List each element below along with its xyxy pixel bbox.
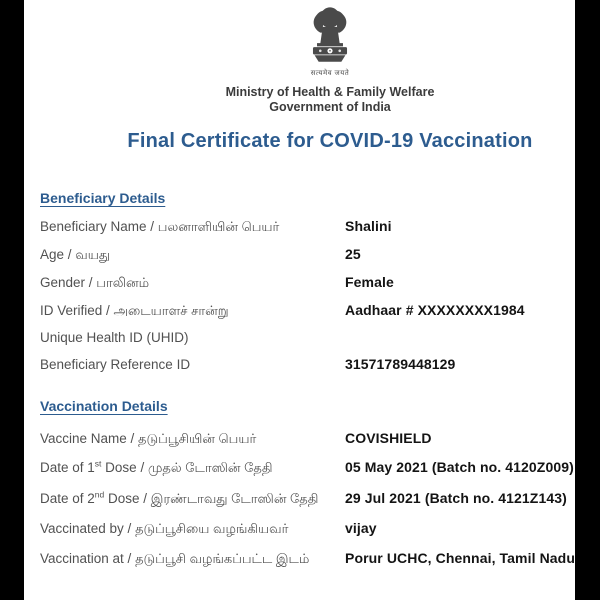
beneficiary-details-heading: Beneficiary Details: [40, 190, 166, 206]
vaccination-at-label: Vaccination at / தடுப்பூசி வழங்கப்பட்ட இடம்: [40, 551, 310, 566]
vaccination-at-value: Porur UCHC, Chennai, Tamil Nadu: [345, 550, 575, 566]
gender-label: Gender / பாலினம்: [40, 275, 150, 290]
beneficiary-name-label: Beneficiary Name / பலனாளியின் பெயர்: [40, 219, 280, 234]
row-beneficiary-name: [40, 218, 590, 238]
row-age: [40, 246, 590, 266]
row-gender: [40, 274, 590, 294]
age-value: 25: [345, 246, 361, 262]
id-verified-value: Aadhaar # XXXXXXXX1984: [345, 302, 525, 318]
date-of-first-dose-label: Date of 1st Dose / முதல் டோஸின் தேதி: [40, 458, 273, 475]
uhid-label: Unique Health ID (UHID): [40, 330, 189, 345]
letterbox-bar-right: [575, 0, 600, 600]
ashoka-emblem-icon: [304, 5, 356, 65]
vaccinated-by-label: Vaccinated by / தடுப்பூசியை வழங்கியவர்: [40, 521, 289, 536]
beneficiary-reference-id-value: 31571789448129: [345, 356, 456, 372]
row-date-of-second-dose: [40, 490, 590, 510]
vaccine-name-value: COVISHIELD: [345, 430, 432, 446]
date-of-second-dose-label: Date of 2nd Dose / இரண்டாவது டோஸின் தேதி: [40, 489, 319, 506]
row-vaccine-name: [40, 430, 590, 450]
certificate-title: Final Certificate for COVID-19 Vaccination: [127, 130, 533, 152]
row-uhid: [40, 329, 590, 349]
vaccinated-by-value: vijay: [345, 520, 377, 536]
government-name: Government of India: [269, 100, 391, 114]
letterbox-bar-left: [0, 0, 24, 600]
row-vaccination-at: [40, 550, 590, 570]
row-beneficiary-reference-id: [40, 356, 590, 376]
row-id-verified: [40, 302, 590, 322]
beneficiary-name-value: Shalini: [345, 218, 392, 234]
emblem-motto: सत्यमेव जयते: [310, 70, 350, 77]
vaccine-name-label: Vaccine Name / தடுப்பூசியின் பெயர்: [40, 431, 257, 446]
beneficiary-reference-id-label: Beneficiary Reference ID: [40, 357, 191, 372]
age-label: Age / வயது: [40, 247, 111, 262]
date-of-second-dose-value: 29 Jul 2021 (Batch no. 4121Z143): [345, 490, 567, 506]
row-date-of-first-dose: [40, 459, 590, 479]
certificate-header: [60, 5, 600, 115]
ministry-name: Ministry of Health & Family Welfare: [225, 85, 435, 99]
row-vaccinated-by: [40, 520, 590, 540]
id-verified-label: ID Verified / அடையாளச் சான்று: [40, 303, 229, 318]
date-of-first-dose-value: 05 May 2021 (Batch no. 4120Z009): [345, 459, 574, 475]
gender-value: Female: [345, 274, 394, 290]
vaccination-details-heading: Vaccination Details: [40, 398, 168, 414]
